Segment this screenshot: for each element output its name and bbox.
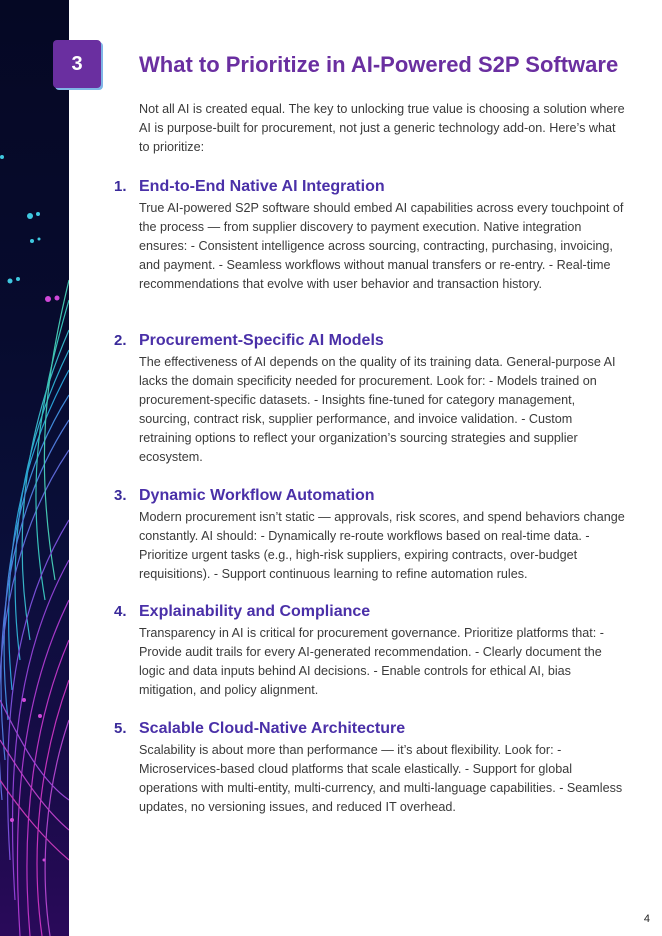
intro-paragraph: Not all AI is created equal. The key to unlocking true value is choosing a solution where AI is purpose-built for procurement, not just a generic technology add-on. Here’s what to prioritize: bbox=[139, 102, 625, 154]
section-number: 1. bbox=[114, 178, 127, 195]
section-title: Scalable Cloud-Native Architecture bbox=[139, 720, 406, 737]
section-body: Transparency in AI is critical for procurement governance. Prioritize platforms that: - Provide audit trails for every AI-generated recommendation. - Clearly document the logic and data inputs behind AI decisions. - Enable controls for ethical AI, bias mitigation, and policy alignment. bbox=[139, 626, 604, 697]
decorative-side-band bbox=[0, 0, 69, 936]
section-number: 5. bbox=[114, 720, 127, 737]
section-body: True AI-powered S2P software should embed AI capabilities across every touchpoint of the process — from supplier discovery to payment execution. Native integration ensures: - Consistent intelligence across sourcing, contracting, purchasing, invoicing, and payment. - Seamless workflows without manual transfers or re-entry. - Real-time recommendations that evolve with user behavior and transaction history. bbox=[139, 201, 624, 291]
section-body: The effectiveness of AI depends on the quality of its training data. General-purpose AI lacks the domain specificity needed for procurement. Look for: - Models trained on procurement-specific datasets. - Insights fine-tuned for category management, sourcing, contract risk, supplier performance, and invoice validation. - Custom retraining options to reflect your organization’s sourcing strategies and supplier ecosystem. bbox=[139, 355, 616, 464]
page-title: What to Prioritize in AI-Powered S2P Software bbox=[139, 52, 619, 77]
section-title: Procurement-Specific AI Models bbox=[139, 332, 384, 349]
section-title: End-to-End Native AI Integration bbox=[139, 178, 385, 195]
section-title: Dynamic Workflow Automation bbox=[139, 487, 375, 504]
light-streaks-graphic bbox=[0, 0, 69, 936]
section-number: 4. bbox=[114, 603, 127, 620]
page-number: 4 bbox=[643, 913, 650, 925]
section-body: Scalability is about more than performance — it’s about flexibility. Look for: - Microservices-based cloud platforms that scale elastically. - Support for global operations with multi-entity, multi-currency, and multi-language capabilities. - Seamless updates, no versioning issues, and reduced IT overhead. bbox=[139, 743, 623, 814]
chapter-number: 3 bbox=[71, 52, 83, 75]
section-number: 2. bbox=[114, 332, 127, 349]
section-body: Modern procurement isn’t static — approvals, risk scores, and spend behaviors change constantly. AI should: - Dynamically re-route workflows based on real-time data. - Prioritize urgent tasks (e.g., high-risk suppliers, expiring contracts, over-budget requisitions). - Support continuous learning to refine automation rules. bbox=[139, 510, 625, 581]
section-title: Explainability and Compliance bbox=[139, 603, 371, 620]
chapter-number-badge bbox=[53, 40, 101, 88]
section-number: 3. bbox=[114, 487, 127, 504]
